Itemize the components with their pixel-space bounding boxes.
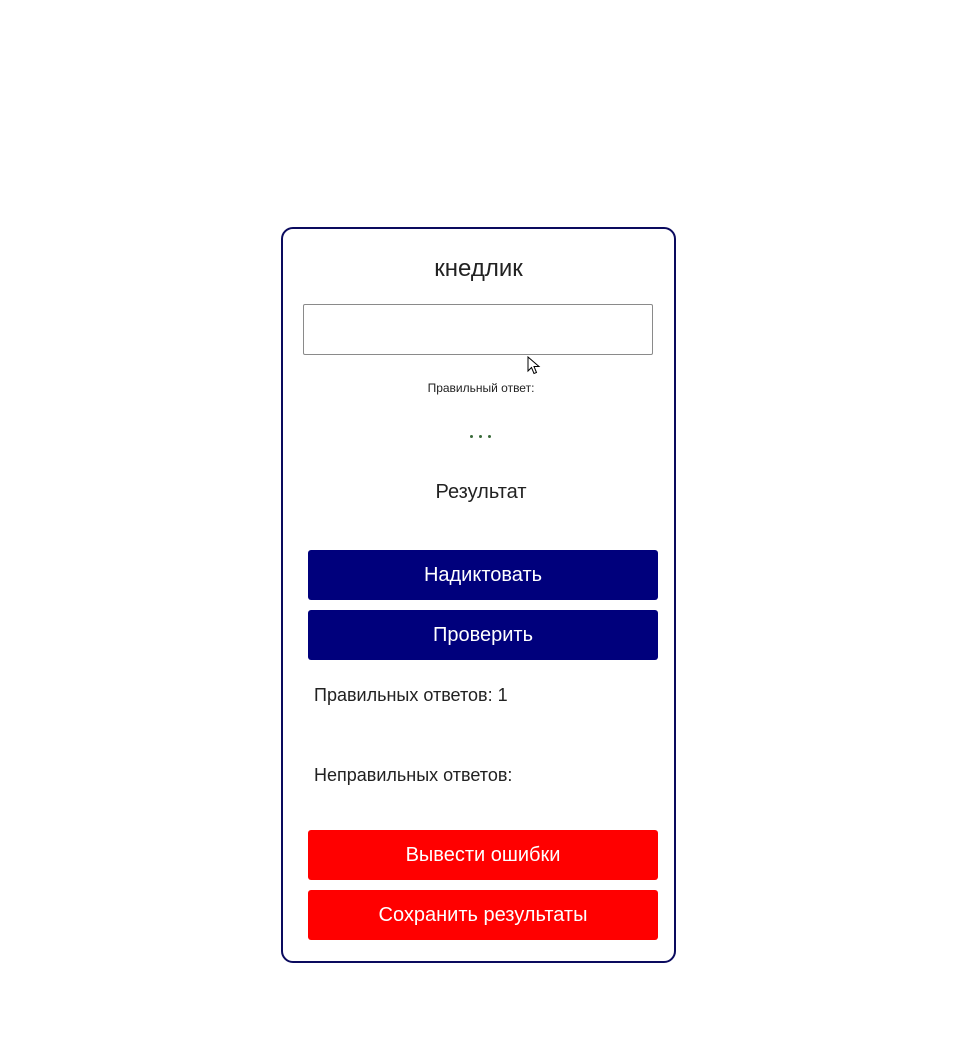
answer-input[interactable] [303,304,653,355]
mouse-pointer-icon [527,356,541,376]
save-results-button[interactable]: Сохранить результаты [308,890,658,940]
dictation-word: кнедлик [434,255,523,282]
result-label: Результат [435,481,527,503]
dictation-card [281,227,676,963]
loading-dots-icon [470,435,494,441]
check-button[interactable]: Проверить [308,610,658,660]
correct-answer-label: Правильный ответ: [427,381,535,395]
show-errors-button[interactable]: Вывести ошибки [308,830,658,880]
correct-count-label: Правильных ответов: 1 [314,685,508,705]
dictate-button[interactable]: Надиктовать [308,550,658,600]
incorrect-count-label: Неправильных ответов: [314,765,513,785]
